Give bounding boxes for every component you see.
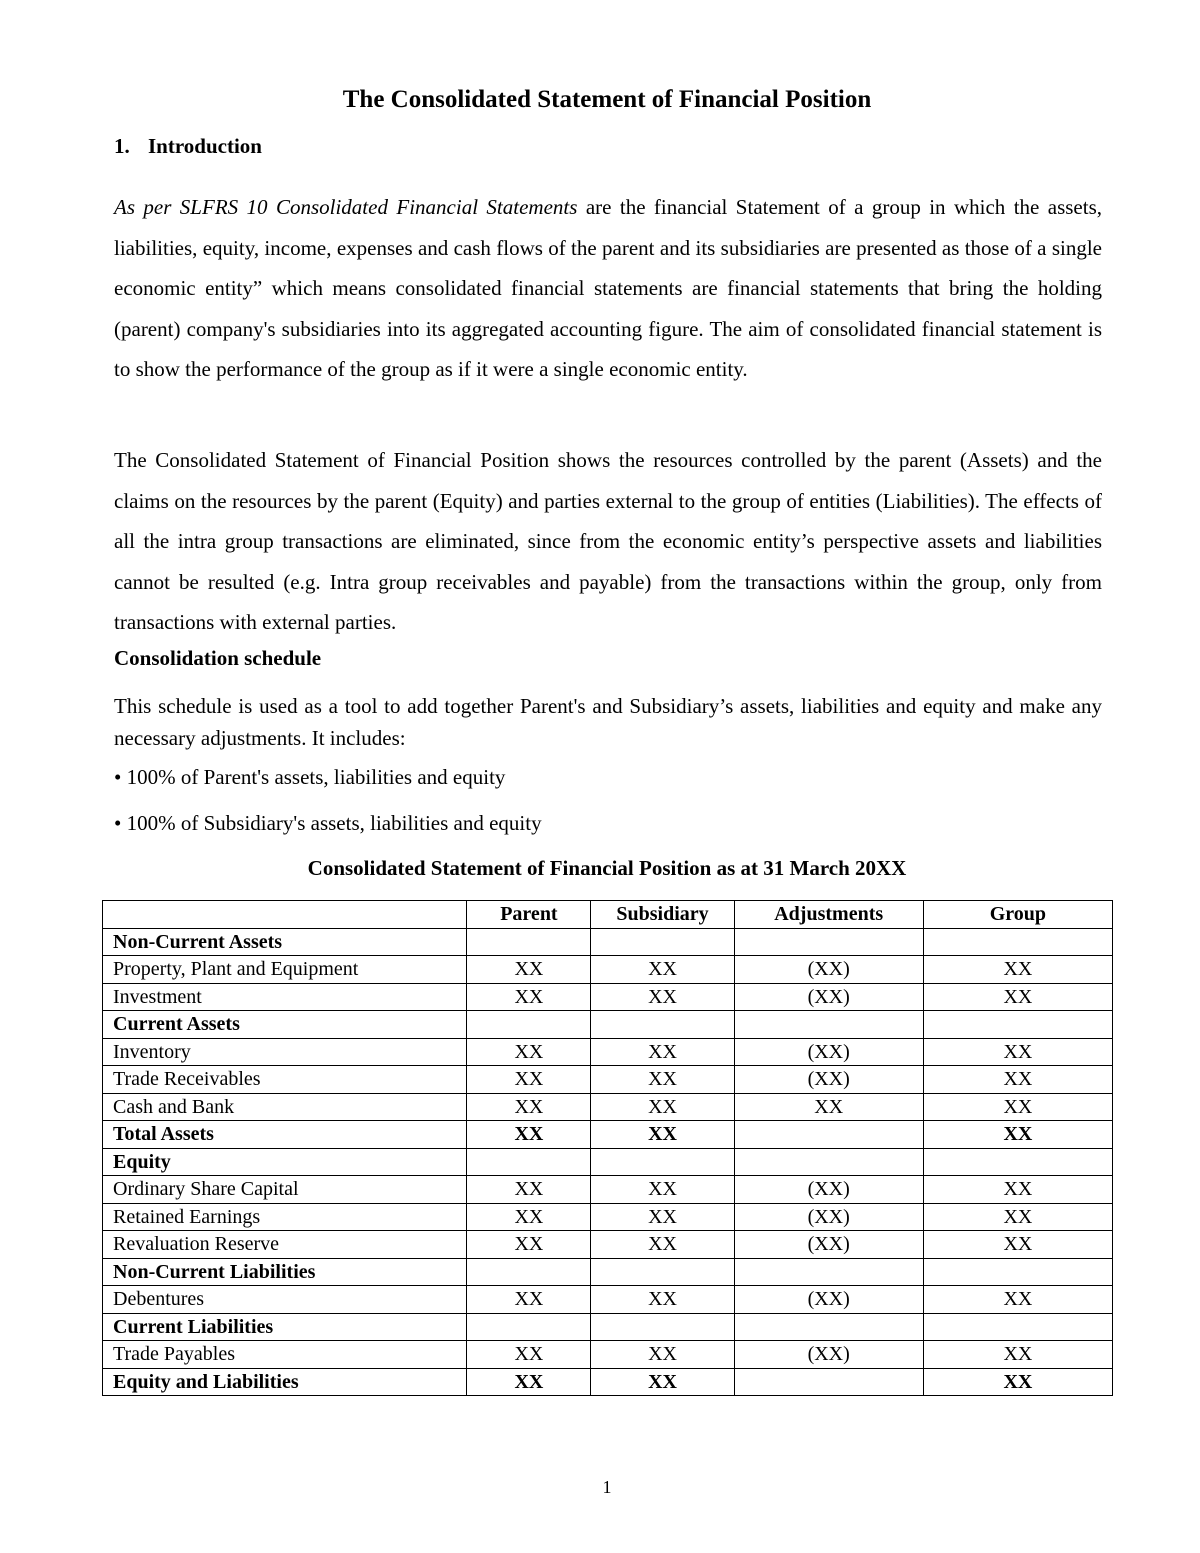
section-number: 1. [114,134,130,158]
parent-cell: XX [467,1176,591,1204]
group-cell: XX [923,1368,1112,1396]
adjustments-cell [734,1368,923,1396]
row-label: Non-Current Liabilities [103,1258,467,1286]
row-label: Trade Receivables [103,1066,467,1094]
subsidiary-cell: XX [591,1341,734,1369]
adjustments-cell [734,928,923,956]
subsidiary-cell [591,928,734,956]
row-label: Property, Plant and Equipment [103,956,467,984]
adjustments-cell: (XX) [734,1231,923,1259]
parent-cell: XX [467,1203,591,1231]
group-cell: XX [923,1176,1112,1204]
table-section-row [103,928,1113,956]
row-label: Current Assets [103,1011,467,1039]
row-label: Investment [103,983,467,1011]
subsidiary-cell: XX [591,1286,734,1314]
row-label: Revaluation Reserve [103,1231,467,1259]
table-section-row [103,1148,1113,1176]
group-cell [923,1148,1112,1176]
subsidiary-cell: XX [591,1203,734,1231]
parent-cell [467,1313,591,1341]
adjustments-cell [734,1011,923,1039]
table-row [103,956,1113,984]
subsidiary-cell: XX [591,1066,734,1094]
adjustments-cell: (XX) [734,1038,923,1066]
row-label: Inventory [103,1038,467,1066]
group-cell [923,1313,1112,1341]
group-cell: XX [923,1286,1112,1314]
document-title: The Consolidated Statement of Financial Position [342,86,872,113]
group-cell: XX [923,1341,1112,1369]
parent-cell: XX [467,956,591,984]
subsidiary-cell [591,1148,734,1176]
table-row [103,1176,1113,1204]
section-heading [114,134,262,159]
row-label: Current Liabilities [103,1313,467,1341]
row-label: Equity [103,1148,467,1176]
table-row [103,1341,1113,1369]
table-title: Consolidated Statement of Financial Position as at 31 March 20XX [307,856,907,880]
adjustments-cell: (XX) [734,1341,923,1369]
parent-cell [467,1011,591,1039]
group-cell: XX [923,1093,1112,1121]
adjustments-cell: (XX) [734,1176,923,1204]
parent-cell: XX [467,1038,591,1066]
subsidiary-cell: XX [591,1038,734,1066]
group-cell [923,1258,1112,1286]
adjustments-cell [734,1121,923,1149]
subsidiary-cell: XX [591,1121,734,1149]
table-body [103,928,1113,1396]
adjustments-cell [734,1313,923,1341]
row-label: Trade Payables [103,1341,467,1369]
adjustments-cell [734,1258,923,1286]
header-cell-subsidiary: Subsidiary [591,901,734,929]
parent-cell: XX [467,983,591,1011]
row-label: Retained Earnings [103,1203,467,1231]
sofp-paragraph: The Consolidated Statement of Financial Position shows the resources controlled by the parent (Assets) and the claims on the resources by the parent (Equity) and parties external to the group of entities (Liabilities). The effects of all the intra group transactions are eliminated, since from the economic entity’s perspective assets and liabilities cannot be resulted (e.g. Intra group receivables and payable) from the transactions within the group, only from transactions with external parties. [114,448,1102,634]
group-cell: XX [923,1231,1112,1259]
row-label: Cash and Bank [103,1093,467,1121]
table-row [103,1066,1113,1094]
adjustments-cell [734,1148,923,1176]
parent-cell: XX [467,1341,591,1369]
consolidation-schedule-heading: Consolidation schedule [114,646,322,670]
subsidiary-cell [591,1258,734,1286]
subsidiary-cell: XX [591,983,734,1011]
adjustments-cell: (XX) [734,1066,923,1094]
table-row [103,1038,1113,1066]
header-cell-adjustments: Adjustments [734,901,923,929]
group-cell: XX [923,1203,1112,1231]
table-total-row [103,1121,1113,1149]
subsidiary-cell [591,1011,734,1039]
table-section-row [103,1313,1113,1341]
row-label: Total Assets [103,1121,467,1149]
subsidiary-cell: XX [591,1176,734,1204]
financial-position-table [102,900,1113,1396]
adjustments-cell: (XX) [734,1286,923,1314]
adjustments-cell: (XX) [734,956,923,984]
group-cell: XX [923,1066,1112,1094]
intro-paragraph [114,187,1102,390]
subsidiary-cell: XX [591,956,734,984]
parent-cell: XX [467,1121,591,1149]
parent-cell [467,1148,591,1176]
subsidiary-cell: XX [591,1368,734,1396]
parent-cell: XX [467,1093,591,1121]
table-section-row [103,1258,1113,1286]
table-row [103,1093,1113,1121]
parent-cell: XX [467,1231,591,1259]
parent-cell: XX [467,1368,591,1396]
row-label: Non-Current Assets [103,928,467,956]
table-total-row [103,1368,1113,1396]
schedule-paragraph: This schedule is used as a tool to add together Parent's and Subsidiary’s assets, liabilities and equity and make any necessary adjustments. It includes: [114,694,1102,750]
bullet-item: • 100% of Subsidiary's assets, liabilities and equity [114,811,542,835]
header-cell-blank [103,901,467,929]
standard-reference: As per SLFRS 10 Consolidated Financial Statements [114,195,578,219]
table-row [103,983,1113,1011]
group-cell [923,928,1112,956]
group-cell: XX [923,1121,1112,1149]
subsidiary-cell: XX [591,1093,734,1121]
parent-cell [467,928,591,956]
table-section-row [103,1011,1113,1039]
table-row [103,1231,1113,1259]
subsidiary-cell [591,1313,734,1341]
adjustments-cell: (XX) [734,983,923,1011]
group-cell: XX [923,983,1112,1011]
group-cell: XX [923,956,1112,984]
table-row [103,1286,1113,1314]
intro-paragraph-text: are the financial Statement of a group in which the assets, liabilities, equity, income, expenses and cash flows of the parent and its subsidiaries are presented as those of a single economic entity” which means consolidated financial statements are financial statements that bring the holding (parent) company's subsidiaries into its aggregated accounting figure. The aim of consolidated financial statement is to show the performance of the group as if it were a single economic entity. [114,195,1103,381]
adjustments-cell: XX [734,1093,923,1121]
row-label: Equity and Liabilities [103,1368,467,1396]
table-row [103,1203,1113,1231]
subsidiary-cell: XX [591,1231,734,1259]
bullet-item: • 100% of Parent's assets, liabilities and equity [114,765,506,789]
row-label: Ordinary Share Capital [103,1176,467,1204]
parent-cell: XX [467,1066,591,1094]
page-number: 1 [602,1477,612,1497]
parent-cell [467,1258,591,1286]
table-header-row [103,901,1113,929]
header-cell-group: Group [923,901,1112,929]
parent-cell: XX [467,1286,591,1314]
adjustments-cell: (XX) [734,1203,923,1231]
row-label: Debentures [103,1286,467,1314]
group-cell [923,1011,1112,1039]
header-cell-parent: Parent [467,901,591,929]
section-title: Introduction [148,134,262,158]
group-cell: XX [923,1038,1112,1066]
